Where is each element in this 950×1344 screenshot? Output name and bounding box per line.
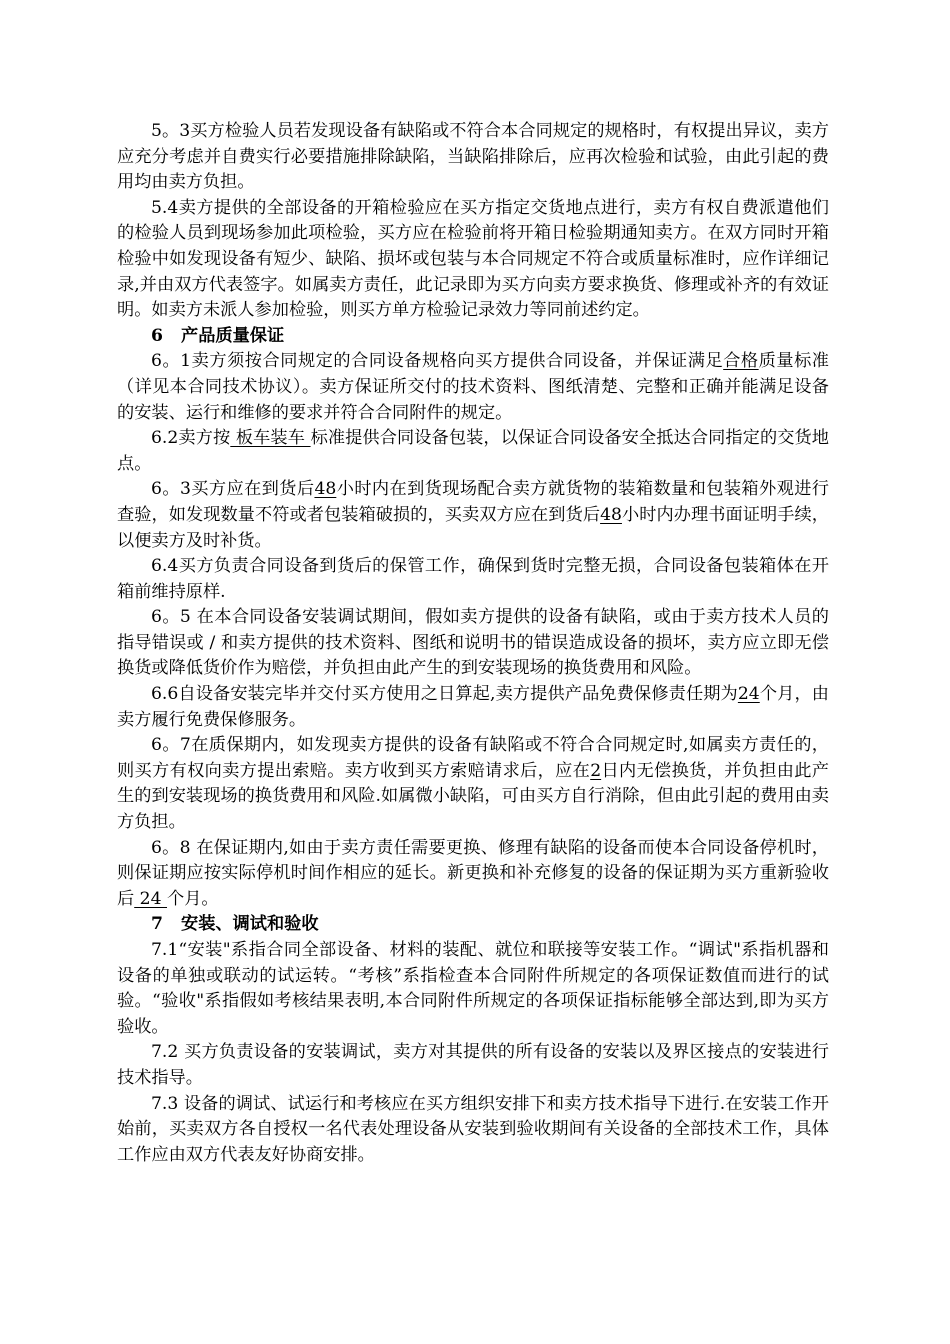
clause-6-8-underlined: 24 — [134, 888, 168, 909]
clause-6-6 — [117, 682, 829, 733]
clause-5-3 — [117, 119, 829, 196]
clause-6-6-underlined: 24 — [737, 684, 760, 705]
clause-6-4-text: 6.4买方负责合同设备到货后的保管工作，确保到货时完整无损，合同设备包装箱体在开箱前维持原样. — [117, 556, 829, 602]
clause-5-3-text: 5。3买方检验人员若发现设备有缺陷或不符合本合同规定的规格时，有权提出异议，卖方应充分考虑并自费实行必要措施排除缺陷，当缺陷排除后，应再次检验和试验，由此引起的费用均由卖方负担。 — [117, 121, 829, 193]
clause-6-1-text-b: 质量标准（详见本合同技术协议）。卖方保证所交付的技术资料、图纸清楚、完整和正确并能满足设备的安装、运行和维修的要求并符合合同附件的规定。 — [117, 351, 829, 423]
clause-5-4 — [117, 196, 829, 324]
clause-7-3-text: 7.3 设备的调试、试运行和考核应在买方组织安排下和卖方技术指导下进行.在安装工作开始前，买卖双方各自授权一名代表处理设备从安装到验收期间有关设备的全部技术工作，具体工作应由双方代表友好协商安排。 — [117, 1093, 829, 1165]
clause-6-2-text-a: 6.2卖方按 — [151, 428, 231, 449]
clause-6-3-underlined-1: 48 — [314, 479, 337, 500]
clause-6-8-text-a: 6。8 在保证期内,如由于卖方责任需要更换、修理有缺陷的设备而使本合同设备停机时，则保证期应按实际停机时间作相应的延长。新更换和补充修复的设备的保证期为买方重新验收后 — [117, 837, 829, 909]
section-6-heading — [117, 324, 829, 350]
clause-6-2-text-b: 标准提供合同设备包装，以保证合同设备安全抵达合同指定的交货地点。 — [117, 428, 829, 474]
clause-6-7-text-b: 日内无偿换货，并负担由此产生的到安装现场的换货费用和风险.如属微小缺陷，可由买方自行消除，但由此引起的费用由卖方负担。 — [117, 760, 829, 833]
clause-6-3-text-c: 小时内办理书面证明手续，以便卖方及时补货。 — [117, 504, 829, 551]
section-6-number: 6 — [151, 325, 163, 346]
clause-6-3-underlined-2: 48 — [600, 504, 622, 525]
clause-6-8-text-b: 个月。 — [167, 888, 219, 909]
clause-5-4-text: 5.4卖方提供的全部设备的开箱检验应在买方指定交货地点进行，卖方有权自费派遣他们的检验人员到现场参加此项检验，买方应在检验前将开箱日检验期通知卖方。在双方同时开箱检验中如发现设备有短少、缺陷、损坏或包装与本合同规定不符合或质量标准时，应作详细记录,并由双方代表签字。如属卖方责任，此记录即为买方向卖方要求换货、修理或补齐的有效证明。如卖方未派人参加检验，则买方单方检验记录效力等同前述约定。 — [117, 197, 829, 321]
clause-6-1-text-a: 6。1卖方须按合同规定的合同设备规格向买方提供合同设备，并保证满足 — [151, 351, 724, 372]
section-7-title: 安装、调试和验收 — [181, 914, 319, 935]
clause-6-3-text-b: 小时内在到货现场配合卖方就货物的装箱数量和包装箱外观进行查验，如发现数量不符或者包装箱破损的，买卖双方应在到货后 — [117, 479, 829, 525]
clause-6-7-text-a: 6。7在质保期内，如发现卖方提供的设备有缺陷或不符合合同规定时,如属卖方责任的，则买方有权向卖方提出索赔。卖方收到买方索赔请求后，应在 — [117, 735, 829, 781]
document-page — [117, 119, 829, 1168]
clause-6-1 — [117, 349, 829, 426]
clause-6-1-underlined: 合格 — [723, 351, 759, 372]
section-6-title: 产品质量保证 — [181, 325, 285, 346]
clause-6-4 — [117, 554, 829, 605]
clause-6-8 — [117, 836, 829, 913]
clause-6-7 — [117, 733, 829, 835]
clause-7-1-text: 7.1“安装"系指合同全部设备、材料的装配、就位和联接等安装工作。“调试"系指机器和设备的单独或联动的试运转。“考核”系指检查本合同附件所规定的各项保证数值而进行的试验。“验收"系指假如考核结果表明,本合同附件所规定的各项保证指标能够全部达到,即为买方验收。 — [117, 940, 829, 1037]
section-7-heading — [117, 912, 829, 938]
clause-6-5 — [117, 605, 829, 682]
clause-6-2 — [117, 426, 829, 477]
clause-7-2-text: 7.2 买方负责设备的安装调试，卖方对其提供的所有设备的安装以及界区接点的安装进行技术指导。 — [117, 1042, 829, 1088]
clause-6-6-text-a: 6.6自设备安装完毕并交付买方使用之日算起,卖方提供产品免费保修责任期为 — [151, 684, 738, 705]
clause-6-5-text: 6。5 在本合同设备安装调试期间，假如卖方提供的设备有缺陷，或由于卖方技术人员的指导错误或 / 和卖方提供的技术资料、图纸和说明书的错误造成设备的损坏，卖方应立即无偿换货或降低货价作为赔偿，并负担由此产生的到安装现场的换货费用和风险。 — [117, 607, 829, 679]
clause-6-3 — [117, 477, 829, 554]
clause-7-2 — [117, 1040, 829, 1091]
section-7-number: 7 — [151, 914, 163, 935]
clause-6-7-underlined: 2 — [590, 760, 602, 781]
clause-6-2-underlined: 板车装车 — [230, 428, 311, 449]
clause-6-3-text-a: 6。3买方应在到货后 — [151, 479, 315, 500]
clause-6-6-text-b: 个月，由卖方履行免费保修服务。 — [117, 684, 829, 730]
clause-7-3 — [117, 1092, 829, 1169]
clause-7-1 — [117, 938, 829, 1040]
